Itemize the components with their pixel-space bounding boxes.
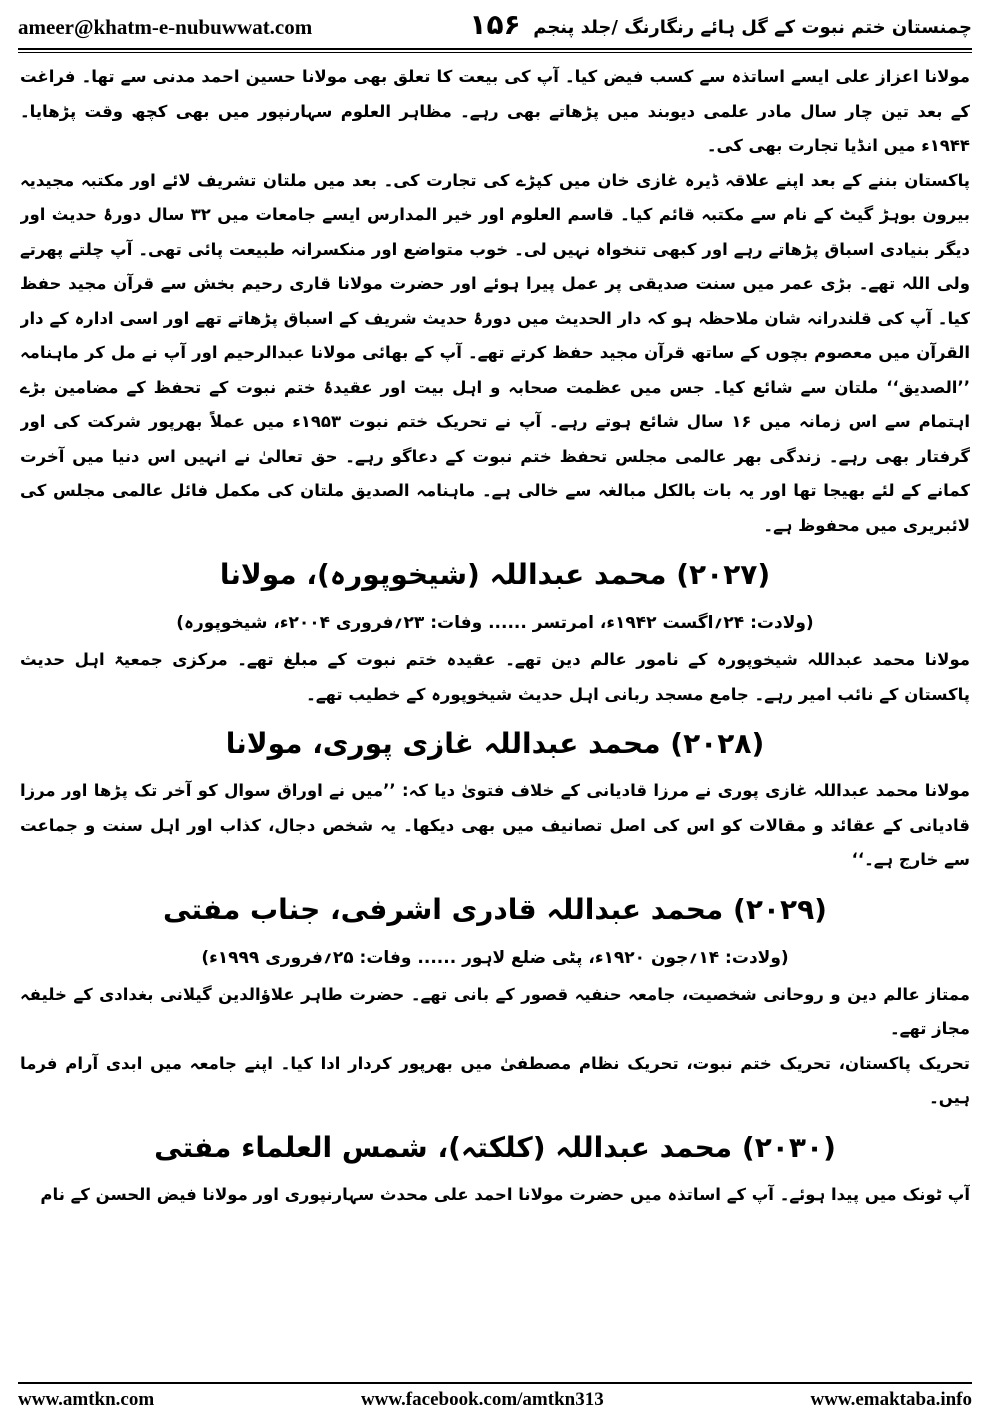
header-email: ameer@khatm-e-nubuwwat.com: [18, 14, 313, 39]
entry-paragraph-2029-a: ممتاز عالم دین و روحانی شخصیت، جامعہ حنفیہ قصور کے بانی تھے۔ حضرت طاہر علاؤالدین گیلانی بغدادی کے خلیفہ مجاز تھے۔: [20, 984, 970, 1038]
footer-link-facebook[interactable]: www.facebook.com/amtkn313: [360, 1389, 604, 1410]
entry-heading-2028: (۲۰۲۸) محمد عبداللہ غازی پوری، مولانا: [225, 727, 765, 760]
entry-heading-2029: (۲۰۲۹) محمد عبداللہ قادری اشرفی، جناب مفتی: [163, 892, 827, 926]
entry-paragraph-2029-b: تحریک پاکستان، تحریک ختم نبوت، تحریک نظام مصطفیٰ میں بھرپور کردار ادا کیا۔ اپنے جامعہ میں ابدی آرام فرما ہیں۔: [20, 1053, 970, 1107]
intro-paragraph-2: پاکستان بننے کے بعد اپنے علاقہ ڈیرہ غازی خان میں کپڑے کی تجارت کی۔ بعد میں ملتان تشریف لائے اور مکتبہ مجیدیہ بیرون بوہڑ گیٹ کے نام سے مکتبہ قائم کیا۔ قاسم العلوم اور خیر المدارس ایسے جامعات میں ۳۲ سال دورۂ حدیث اور دیگر بنیادی اسباق پڑھاتے رہے اور کبھی تنخواہ نہیں لی۔ خوب متواضع اور منکسرانہ طبیعت پائی تھی۔ آپ چلتے پھرتے ولی اللہ تھے۔ بڑی عمر میں سنت صدیقی پر عمل پیرا ہوئے اور حضرت مولانا قاری رحیم بخش سے قرآن مجید حفظ کیا۔ آپ کی قلندرانہ شان ملاحظہ ہو کہ دار الحدیث میں دورۂ حدیث شریف کے اسباق پڑھاتے تھے اور اسی ادارہ کے دار القرآن میں معصوم بچوں کے ساتھ قرآن مجید حفظ کرتے تھے۔ آپ کے بھائی مولانا عبدالرحیم اور آپ نے مل کر ماہنامہ ’’الصدیق‘‘ ملتان سے شائع کیا۔ جس میں عظمت صحابہ و اہل بیت اور عقیدۂ ختم نبوت کے تحفظ کے مضامین بڑے اہتمام سے اس زمانہ میں ۱۶ سال شائع ہوتے رہے۔ آپ نے تحریک ختم نبوت ۱۹۵۳ء میں عملاً بھرپور شرکت کی اور گرفتار بھی رہے۔ زندگی بھر عالمی مجلس تحفظ ختم نبوت کے دعاگو رہے۔ حق تعالیٰ نے انہیں اس دنیا میں آخرت کمانے کے لئے بھیجا تھا اور یہ بات بالکل مبالغہ سے خالی ہے۔ ماہنامہ الصدیق ملتان کی مکمل فائل عالمی مجلس کی لائبریری میں محفوظ ہے۔: [20, 170, 970, 535]
entry-paragraph-2028: مولانا محمد عبداللہ غازی پوری نے مرزا قادیانی کے خلاف فتویٰ دیا کہ: ’’میں نے اوراق سوال کو آخر تک پڑھا اور مرزا قادیانی کے عقائد و مقالات کو اس کی اصل تصانیف میں بھی دیکھا۔ یہ شخص دجال، کذاب اور اہل سنت و جماعت سے خارج ہے۔‘‘: [20, 781, 970, 869]
footer-link-amtkn[interactable]: www.amtkn.com: [18, 1389, 155, 1410]
header-divider: [18, 48, 972, 50]
header-divider-thin: [18, 52, 972, 53]
intro-paragraph-1: مولانا اعزاز علی ایسے اساتذہ سے کسب فیض کیا۔ آپ کی بیعت کا تعلق بھی مولانا حسین احمد مدنی سے تھا۔ فراغت کے بعد تین چار سال مادر علمی دیوبند میں پڑھاتے بھی رہے۔ مظاہر العلوم سہارنپور میں بھی کچھ وقت پڑھایا۔ ۱۹۴۴ء میں انڈیا تجارت بھی کی۔: [20, 67, 970, 155]
entry-paragraph-2027: مولانا محمد عبداللہ شیخوپورہ کے نامور عالم دین تھے۔ عقیدہ ختم نبوت کے مبلغ تھے۔ مرکزی جمعیۃ اہل حدیث پاکستان کے نائب امیر رہے۔ جامع مسجد ربانی اہل حدیث شیخوپورہ کے خطیب تھے۔: [20, 650, 970, 704]
entry-heading-2027: (۲۰۲۷) محمد عبداللہ (شیخوپورہ)، مولانا: [219, 558, 771, 591]
footer-link-emaktaba[interactable]: www.emaktaba.info: [810, 1389, 972, 1410]
entry-paragraph-2030: آپ ٹونک میں پیدا ہوئے۔ آپ کے اساتذہ میں حضرت مولانا احمد علی محدث سہارنپوری اور مولانا فیض الحسن کے نام: [40, 1184, 970, 1204]
page-footer: [18, 1386, 972, 1414]
footer-divider: [18, 1382, 972, 1384]
page-header: [18, 6, 972, 48]
page-number: ۱۵۶: [469, 8, 521, 41]
page-content: [20, 60, 970, 1360]
book-title: چمنستان ختم نبوت کے گل ہائے رنگارنگ /جلد پنجم: [533, 16, 972, 38]
entry-heading-2030: (۲۰۳۰) محمد عبداللہ (کلکتہ)، شمس العلماء مفتی: [154, 1130, 836, 1164]
entry-dates-2029: (ولادت: ۱۴؍جون ۱۹۲۰ء، پٹی ضلع لاہور ...... وفات: ۲۵؍فروری ۱۹۹۹ء): [201, 947, 789, 968]
entry-dates-2027: (ولادت: ۲۴؍اگست ۱۹۴۲ء، امرتسر ...... وفات: ۲۳؍فروری ۲۰۰۴ء، شیخوپورہ): [176, 613, 814, 633]
